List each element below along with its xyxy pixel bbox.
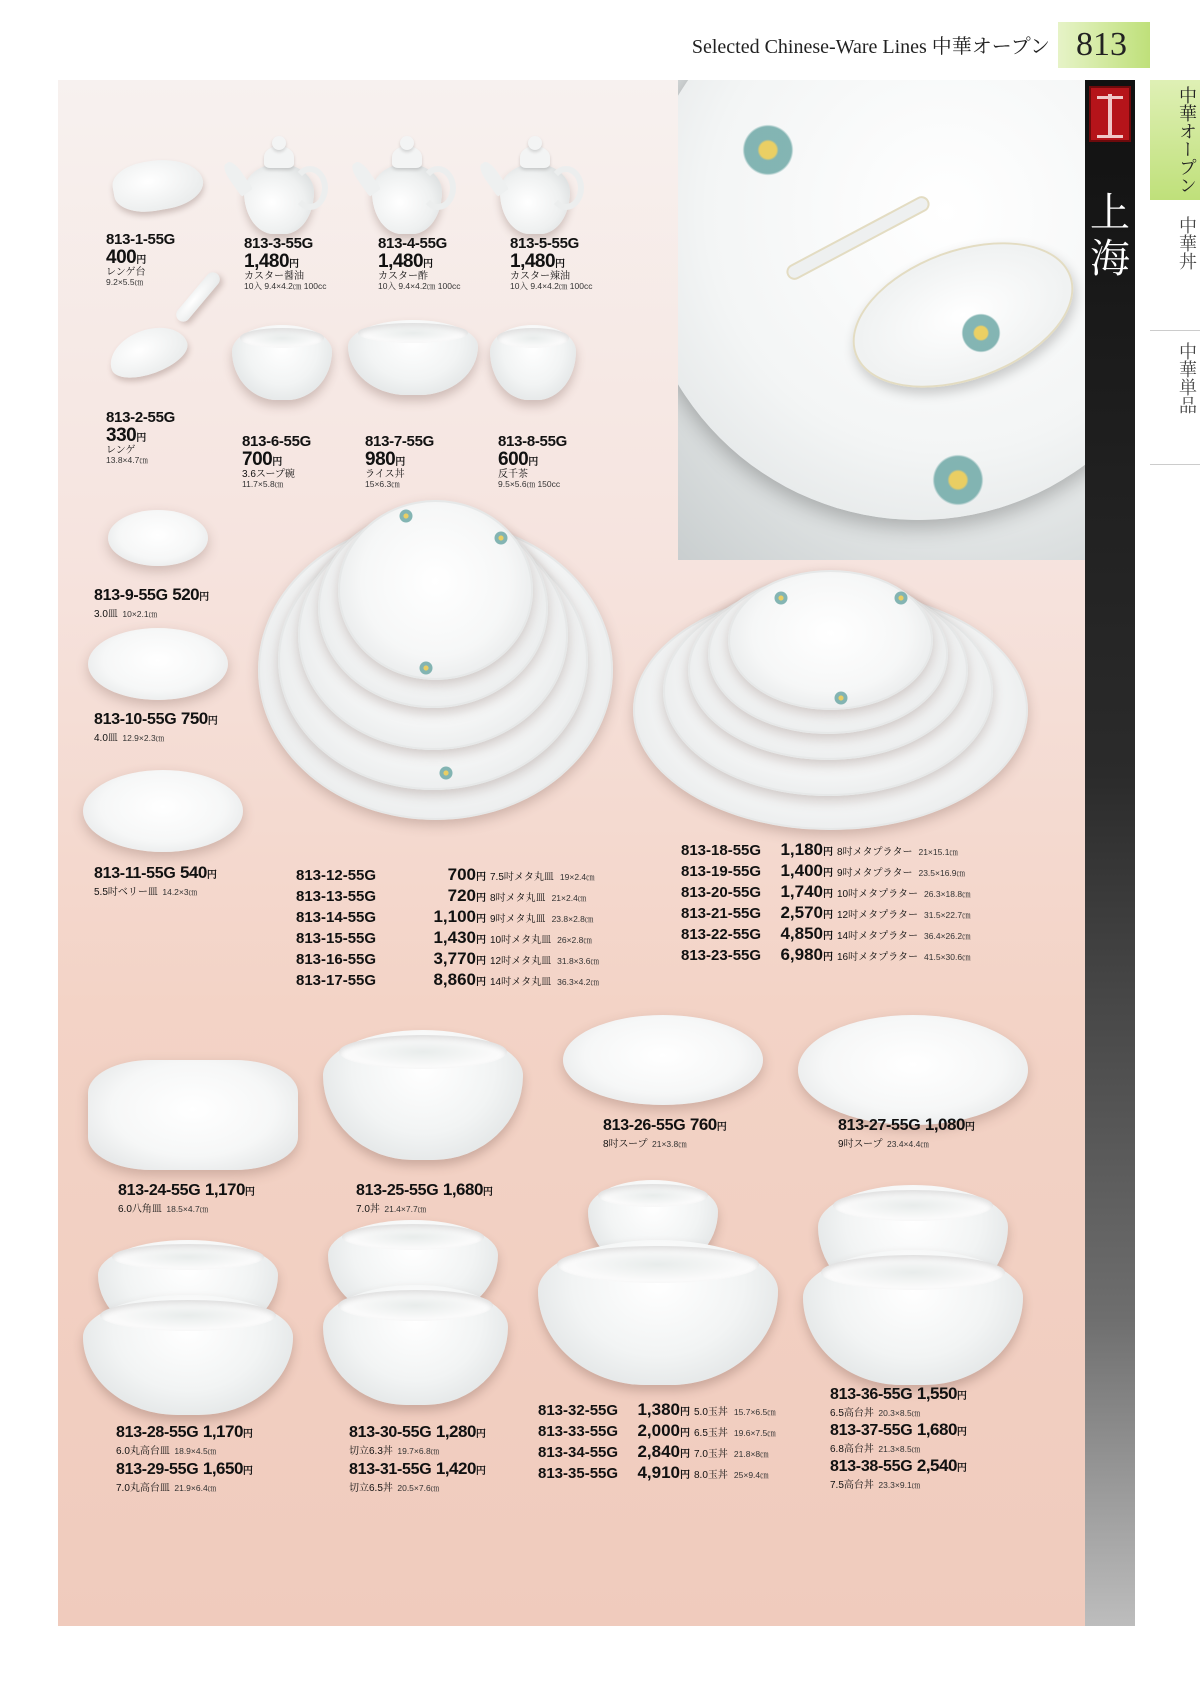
tab-divider	[1150, 464, 1200, 465]
product-label-813-7: 813-7-55G 980円 ライス丼 15×6.3㎝	[365, 433, 435, 490]
platters-stack-image	[633, 570, 1033, 840]
kiritachi-6-5-image	[323, 1285, 508, 1405]
table-row: 813-19-55G 1,400円 9吋メタプラター 23.5×16.9㎝	[681, 861, 966, 880]
product-label-813-2: 813-2-55G 330円 レンゲ 13.8×4.7㎝	[106, 409, 176, 466]
table-row: 813-16-55G 3,770円 12吋メタ丸皿 31.8×3.6㎝	[296, 949, 599, 968]
product-label-813-28: 813-28-55G 1,170円 6.0丸高台皿 18.9×4.5㎝	[116, 1422, 253, 1457]
tab-divider	[1150, 330, 1200, 331]
product-label-813-9: 813-9-55G 520円 3.0皿 10×2.1㎝	[94, 585, 210, 620]
product-label-813-11: 813-11-55G 540円 5.5吋ベリー皿 14.2×3㎝	[94, 863, 217, 898]
table-row: 813-18-55G 1,180円 8吋メタプラター 21×15.1㎝	[681, 840, 958, 859]
header-title: Selected Chinese-Ware Lines 中華オープン	[691, 36, 1050, 58]
spoon-image	[103, 318, 193, 387]
soup-plate-8-image	[563, 1015, 763, 1105]
plate-3-image	[108, 510, 208, 566]
tab-chuka-don[interactable]: 中華丼	[1177, 216, 1197, 270]
product-label-813-3: 813-3-55G 1,480円 カスター醤油 10入 9.4×4.2㎝ 100cc	[244, 235, 327, 292]
product-label-813-6: 813-6-55G 700円 3.6スープ碗 11.7×5.8㎝	[242, 433, 312, 490]
product-label-813-26: 813-26-55G 760円 8吋スープ 21×3.8㎝	[603, 1115, 727, 1150]
table-row: 813-14-55G 1,100円 9吋メタ丸皿 23.8×2.8㎝	[296, 907, 594, 926]
caster-vinegar-image	[358, 120, 458, 240]
product-label-813-4: 813-4-55G 1,480円 カスター酢 10入 9.4×4.2㎝ 100cc	[378, 235, 461, 292]
tea-cup-image	[490, 325, 576, 400]
product-label-813-27: 813-27-55G 1,080円 9吋スープ 23.4×4.4㎝	[838, 1115, 975, 1150]
table-row: 813-23-55G 6,980円 16吋メタプラター 41.5×30.6㎝	[681, 945, 971, 964]
table-row: 813-21-55G 2,570円 12吋メタプラター 31.5×22.7㎝	[681, 903, 971, 922]
soup-bowl-image	[232, 325, 332, 400]
round-plates-stack-image	[258, 500, 618, 830]
series-name: 上海	[1090, 190, 1130, 281]
spoon-rest-image	[109, 153, 206, 218]
table-row: 813-20-55G 1,740円 10吋メタプラター 26.3×18.8㎝	[681, 882, 971, 901]
table-row: 813-13-55G 720円 8吋メタ丸皿 21×2.4㎝	[296, 886, 587, 905]
tab-chuka-open[interactable]: 中華オープン	[1150, 80, 1200, 200]
table-row: 813-35-55G 4,910円 8.0玉丼 25×9.4㎝	[538, 1463, 769, 1482]
page-number: 813	[1058, 22, 1150, 68]
footed-plate-7-image	[83, 1295, 293, 1415]
table-row: 813-32-55G 1,380円 5.0玉丼 15.7×6.5㎝	[538, 1400, 776, 1419]
caster-chili-oil-image	[486, 120, 586, 240]
product-label-813-30: 813-30-55G 1,280円 切立6.3丼 19.7×6.8㎝	[349, 1422, 486, 1457]
product-label-813-37: 813-37-55G 1,680円 6.8高台丼 21.3×8.5㎝	[830, 1420, 967, 1455]
product-label-813-1: 813-1-55G 400円 レンゲ台 9.2×5.5㎝	[106, 231, 176, 288]
tab-chuka-tanpin[interactable]: 中華単品	[1177, 342, 1197, 414]
series-band	[1085, 80, 1135, 1626]
spoon-handle-image	[173, 270, 222, 325]
table-row: 813-12-55G 700円 7.5吋メタ丸皿 19×2.4㎝	[296, 865, 595, 884]
table-row: 813-17-55G 8,860円 14吋メタ丸皿 36.3×4.2㎝	[296, 970, 599, 989]
product-label-813-24: 813-24-55G 1,170円 6.0八角皿 18.5×4.7㎝	[118, 1180, 255, 1215]
product-label-813-8: 813-8-55G 600円 反千茶 9.5×5.6㎝ 150cc	[498, 433, 568, 490]
table-row: 813-22-55G 4,850円 14吋メタプラター 36.4×26.2㎝	[681, 924, 971, 943]
rice-bowl-image	[348, 320, 478, 395]
donburi-7-image	[323, 1030, 523, 1160]
table-row: 813-15-55G 1,430円 10吋メタ丸皿 26×2.8㎝	[296, 928, 592, 947]
hero-image	[678, 80, 1085, 560]
product-label-813-38: 813-38-55G 2,540円 7.5高台丼 23.3×9.1㎝	[830, 1456, 967, 1491]
plate-4-image	[88, 628, 228, 700]
octagonal-dish-image	[88, 1060, 298, 1170]
product-label-813-5: 813-5-55G 1,480円 カスター辣油 10入 9.4×4.2㎝ 100cc	[510, 235, 593, 292]
caster-soy-image	[230, 120, 330, 240]
product-label-813-29: 813-29-55G 1,650円 7.0丸高台皿 21.9×6.4㎝	[116, 1459, 253, 1494]
gyokudon-large-image	[538, 1240, 778, 1385]
table-row: 813-34-55G 2,840円 7.0玉丼 21.8×8㎝	[538, 1442, 769, 1461]
table-row: 813-33-55G 2,000円 6.5玉丼 19.6×7.5㎝	[538, 1421, 776, 1440]
soup-plate-9-image	[798, 1015, 1028, 1125]
product-label-813-36: 813-36-55G 1,550円 6.5高台丼 20.3×8.5㎝	[830, 1384, 967, 1419]
product-label-813-10: 813-10-55G 750円 4.0皿 12.9×2.3㎝	[94, 709, 218, 744]
lattice-logo-icon	[1089, 86, 1131, 142]
catalog-panel	[58, 80, 1085, 1626]
product-label-813-31: 813-31-55G 1,420円 切立6.5丼 20.5×7.6㎝	[349, 1459, 486, 1494]
berry-plate-image	[83, 770, 243, 852]
product-label-813-25: 813-25-55G 1,680円 7.0丼 21.4×7.7㎝	[356, 1180, 493, 1215]
footed-bowl-7-5-image	[803, 1250, 1023, 1385]
